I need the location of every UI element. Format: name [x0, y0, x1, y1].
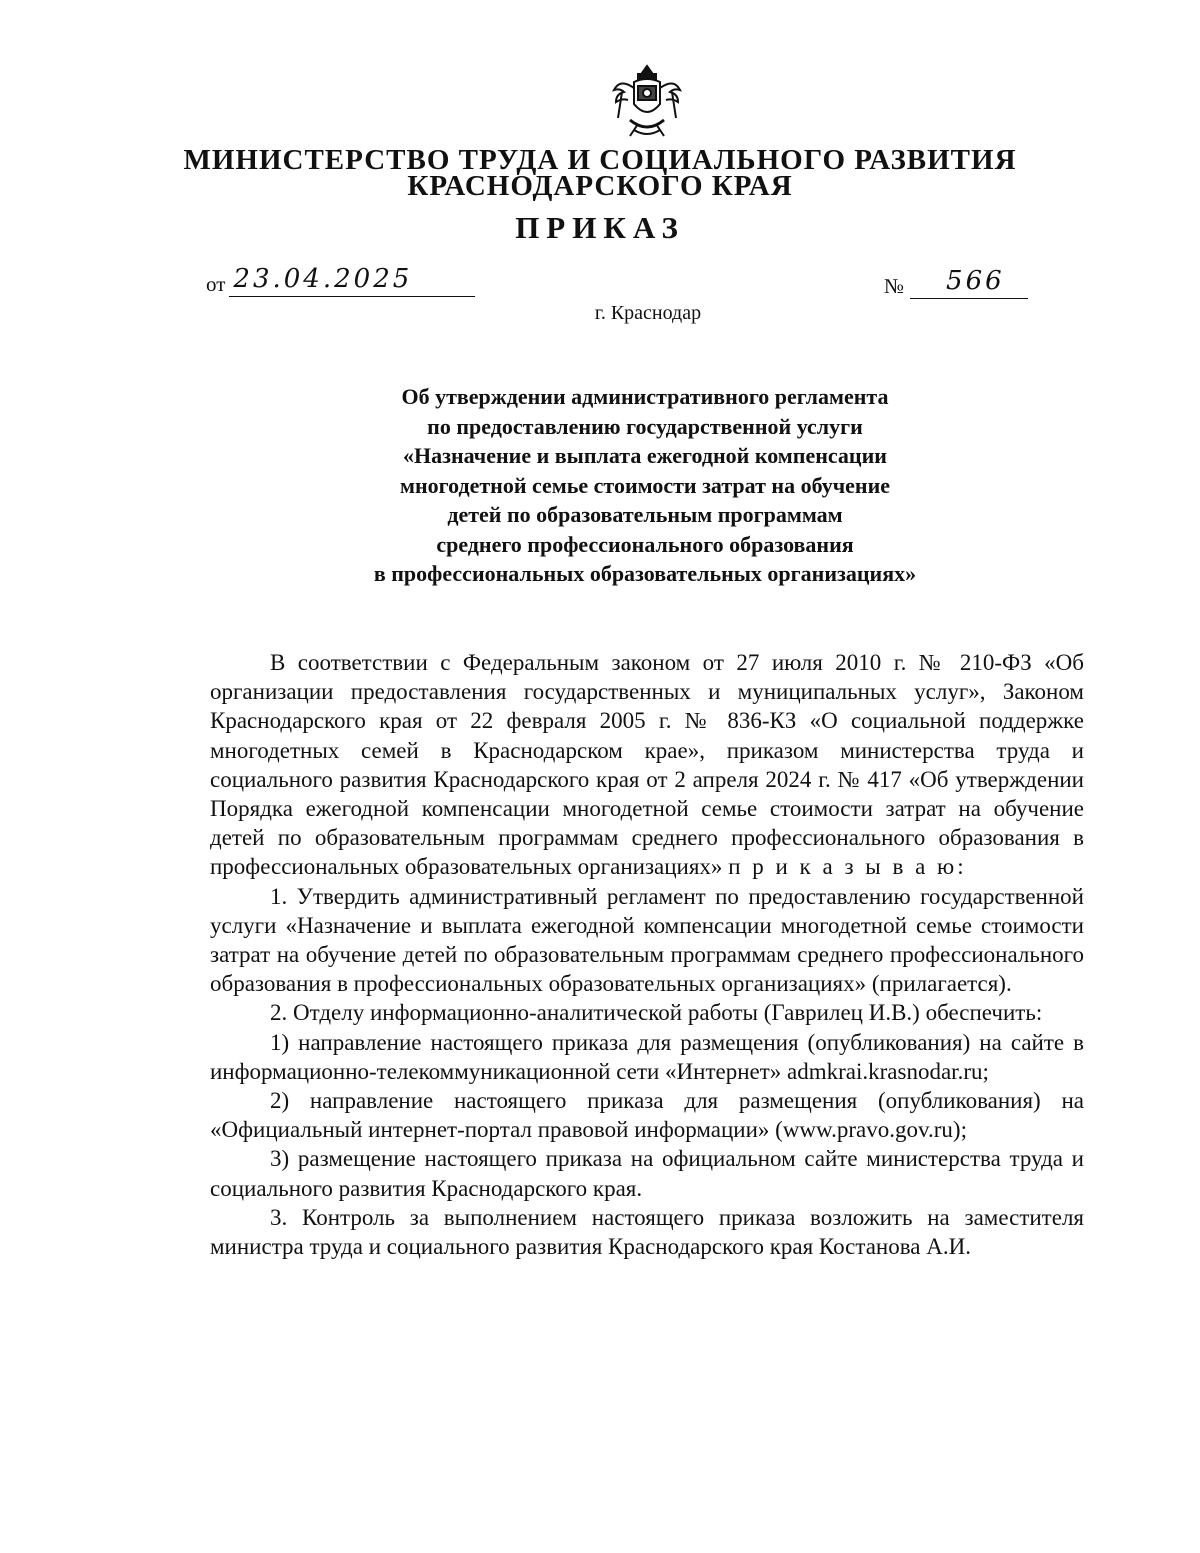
item-2: 2. Отделу информационно-аналитической работы (Гаврилец И.В.) обеспечить:: [270, 1000, 1043, 1026]
ministry-name-line1: МИНИСТЕРСТВО ТРУДА И СОЦИАЛЬНОГО РАЗВИТИЯ: [183, 144, 1017, 176]
coat-of-arms-emblem: [608, 62, 686, 140]
order-date: [206, 264, 475, 297]
title-line: многодетной семье стоимости затрат на обучение: [399, 472, 891, 498]
title-line: «Назначение и выплата ежегодной компенсации: [403, 443, 887, 468]
order-body: [210, 648, 1084, 1261]
handwritten-date: 23.04.2025: [233, 264, 413, 294]
preamble-paragraph: [210, 648, 1084, 882]
title-line: детей по образовательным программам: [447, 502, 843, 527]
item-2-2: 2) направление настоящего приказа для размещения (опубликования) на «Официальный интернет-портал правовой информации» (www.pravo.gov.ru);: [210, 1088, 1084, 1143]
title-line: по предоставлению государственной услуги: [427, 413, 863, 439]
order-title: [200, 382, 1090, 589]
preamble-text: В соответствии с Федеральным законом от 27 июля 2010 г. № 210-ФЗ «Об организации предоставления государственных и муниципальных услуг», Законом Краснодарского края от 22 февраля 2005 г. № 836-КЗ «О социальной поддержке многодетных семей в Краснодарском крае», приказом министерства труда и социального развития Краснодарского края от 2 апреля 2024 г. № 417 «Об утверждении Порядка ежегодной компенсации многодетной семье стоимости затрат на обучение детей по образовательным программам среднего профессионального образования в профессиональных образовательных организациях»: [210, 650, 1084, 880]
item-3: 3. Контроль за выполнением настоящего приказа возложить на заместителя министра труда и социального развития Краснодарского края Костанова А.И.: [210, 1204, 1084, 1260]
title-line: Об утверждении административного регламента: [401, 384, 889, 409]
item-1: 1. Утвердить административный регламент по предоставлению государственной услуги «Назначение и выплата ежегодной компенсации многодетной семье стоимости затрат на обучение детей по образовательным программам среднего профессионального образования в профессиональных образовательных организациях» (прилагается).: [210, 883, 1084, 997]
document-type: ПРИКАЗ: [515, 210, 685, 245]
order-number: [884, 266, 1028, 299]
city: г. Краснодар: [594, 302, 702, 324]
number-underline: [910, 266, 1028, 299]
ministry-name-line2: КРАСНОДАРСКОГО КРАЯ: [407, 170, 793, 202]
item-2-1: 1) направление настоящего приказа для размещения (опубликования) на сайте в информационно-телекоммуникационной сети «Интернет» admkrai.krasnodar.ru;: [210, 1029, 1084, 1084]
order-word: п р и к а з ы в а ю:: [728, 854, 967, 880]
title-line: среднего профессионального образования: [436, 531, 854, 557]
handwritten-number: 566: [946, 266, 1005, 296]
item-2-3: 3) размещение настоящего приказа на официальном сайте министерства труда и социального развития Краснодарского края.: [210, 1146, 1084, 1201]
date-prefix: от: [206, 272, 226, 296]
date-underline: [229, 264, 475, 297]
number-prefix: №: [884, 274, 905, 298]
title-line: в профессиональных образовательных организациях»: [373, 561, 917, 586]
